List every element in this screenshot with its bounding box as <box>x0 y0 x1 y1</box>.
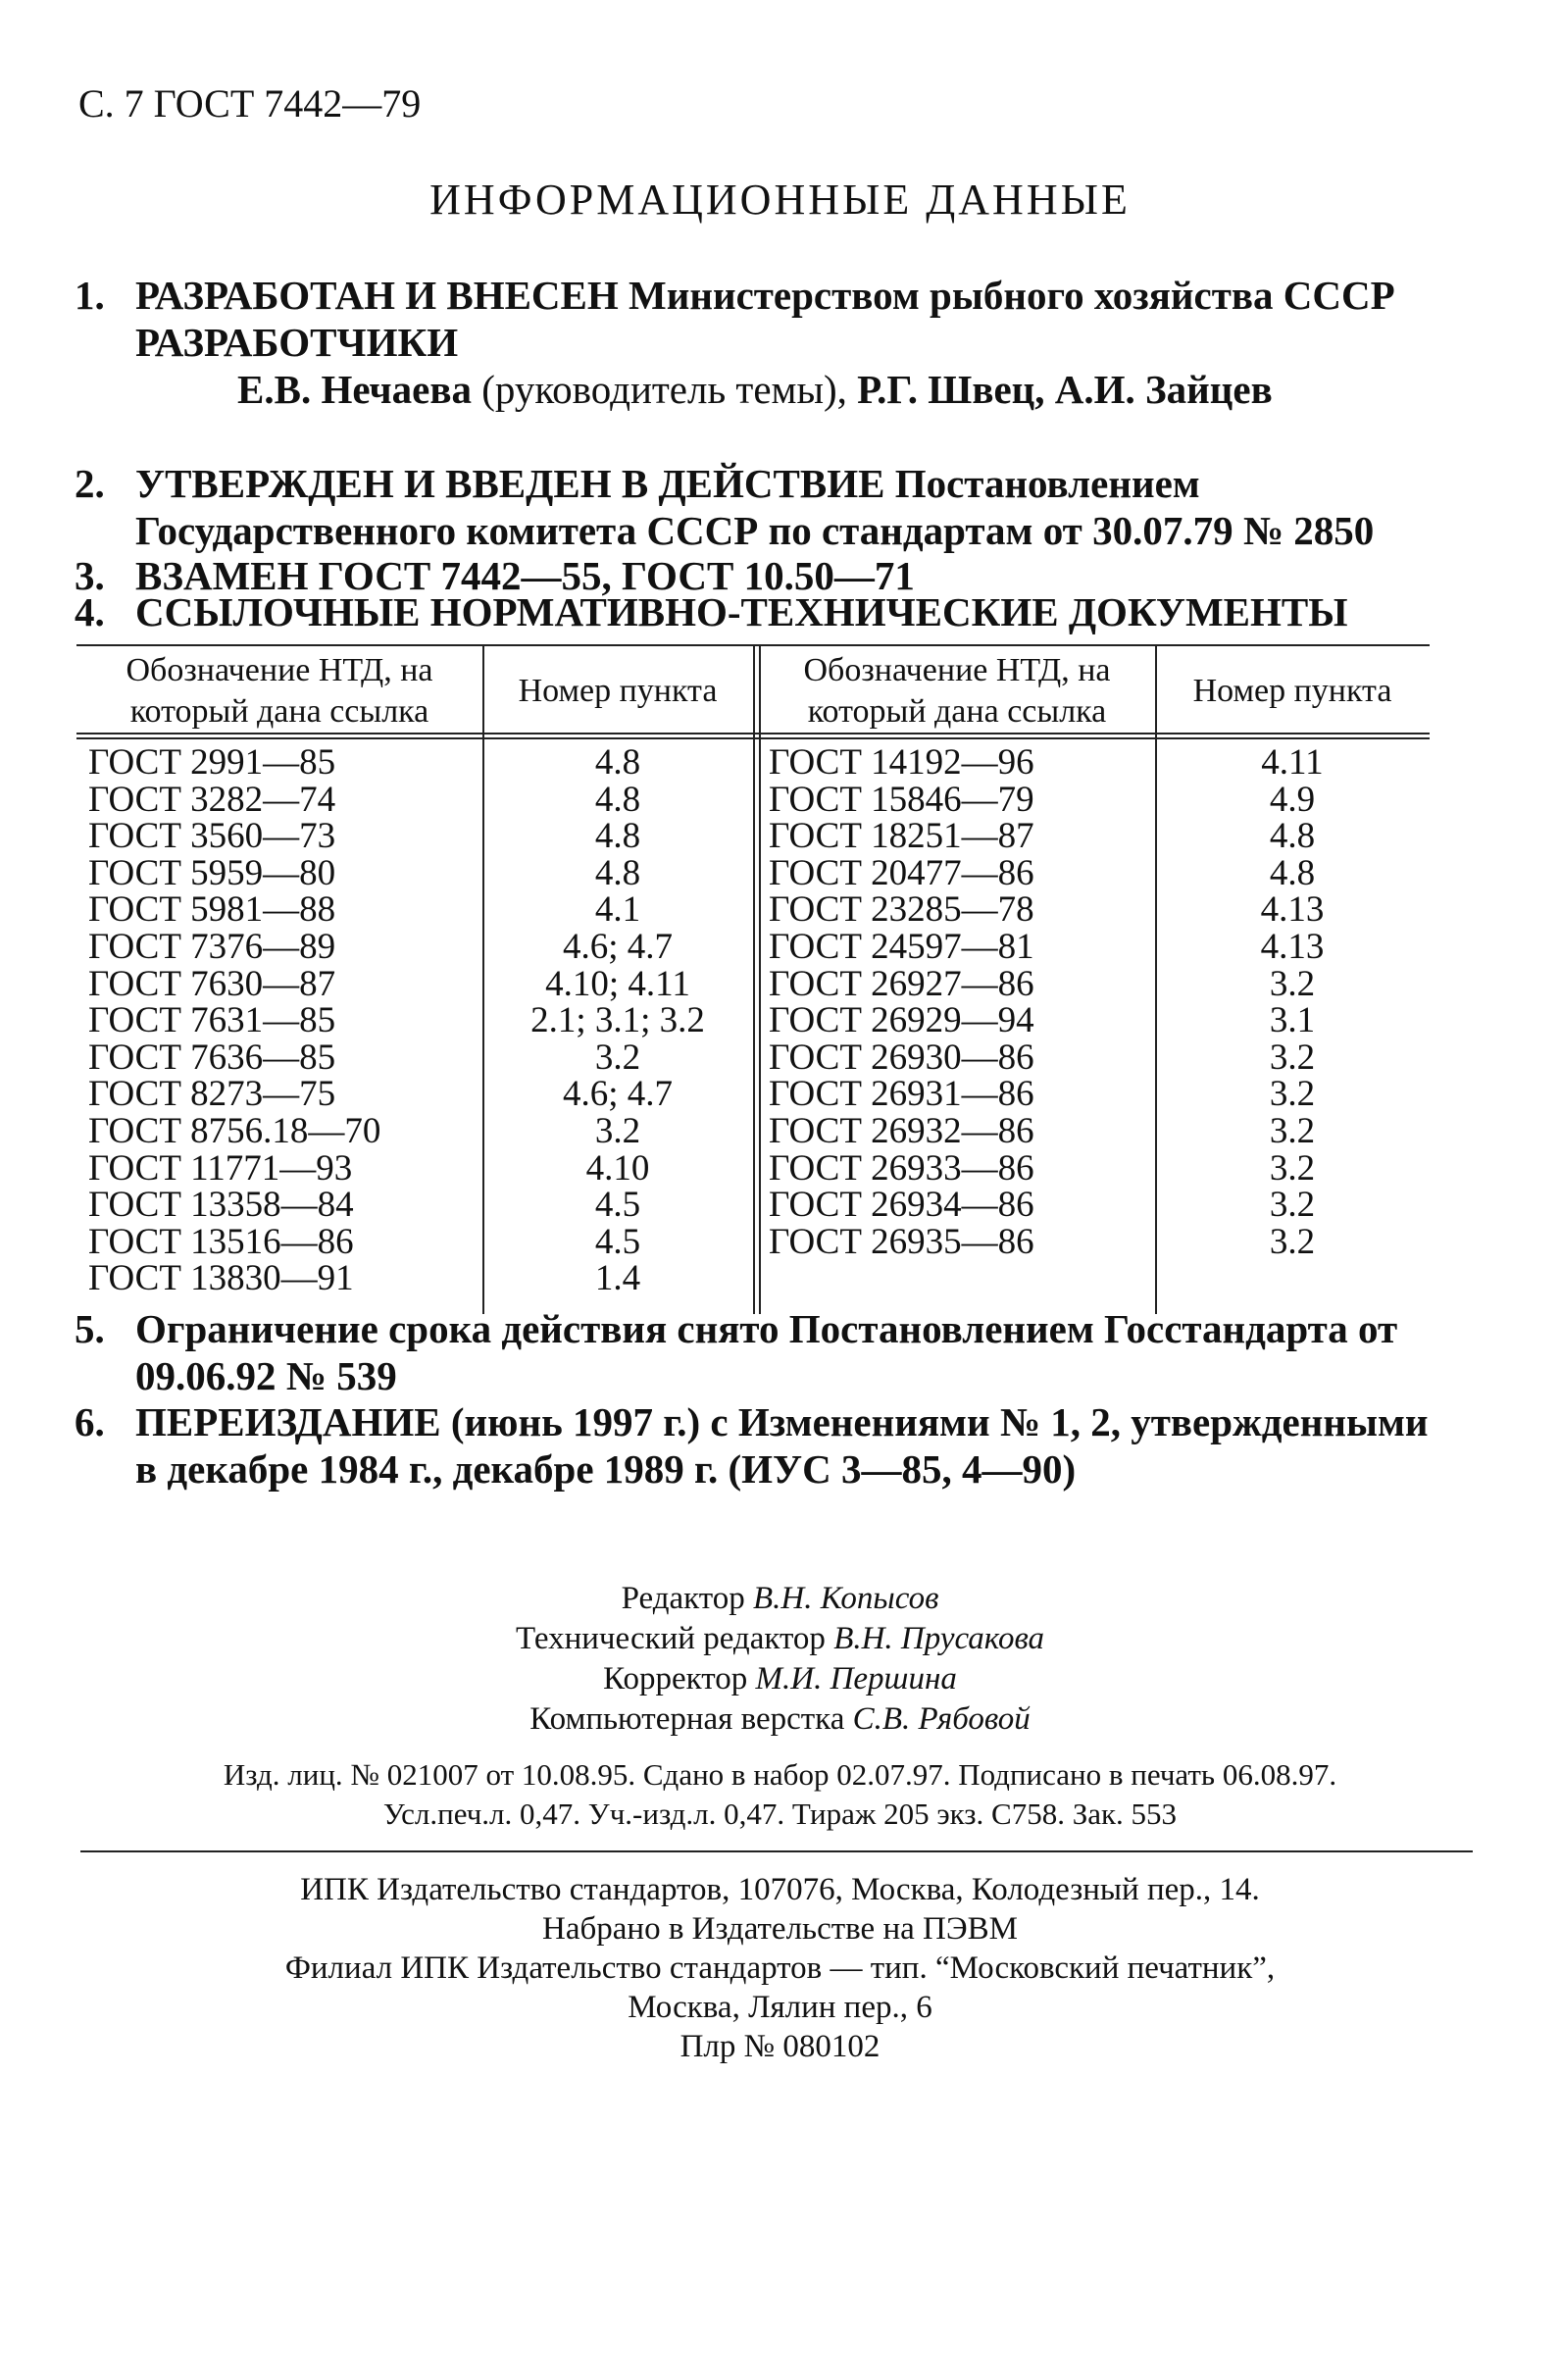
table-cell: 4.13 <box>1260 889 1325 931</box>
item-caption: ССЫЛОЧНЫЕ НОРМАТИВНО-ТЕХНИЧЕСКИЕ ДОКУМЕНТЫ <box>135 589 1348 634</box>
table-cell: ГОСТ 13358—84 <box>88 1185 354 1226</box>
table-cell: 1.4 <box>594 1258 641 1299</box>
table-cell: 4.9 <box>1269 779 1316 820</box>
table-cell: 4.10 <box>585 1147 650 1189</box>
table-cell: 3.2 <box>594 1110 641 1151</box>
credit-label: Компьютерная верстка <box>529 1701 853 1737</box>
item-number: 3. <box>75 553 105 598</box>
table-cell: 4.6; 4.7 <box>562 1074 674 1115</box>
table-cell: ГОСТ 8756.18—70 <box>88 1110 381 1151</box>
header-line: Обозначение НТД, на <box>803 652 1111 688</box>
credit-name: В.Н. Копысов <box>753 1581 939 1616</box>
credit-label: Технический редактор <box>515 1621 834 1656</box>
credit-label: Редактор <box>621 1581 753 1616</box>
credit-name: С.В. Рябовой <box>852 1701 1031 1737</box>
table-cell: 3.2 <box>1269 1147 1316 1189</box>
table-cell: ГОСТ 26929—94 <box>769 1000 1034 1041</box>
credit-tech-editor <box>0 1619 1560 1659</box>
table-cell: ГОСТ 11771—93 <box>88 1147 353 1189</box>
table-cell: ГОСТ 14192—96 <box>769 742 1034 783</box>
item-caption: ВЗАМЕН ГОСТ 7442—55, ГОСТ 10.50—71 <box>135 553 915 598</box>
info-item-2 <box>75 460 1447 554</box>
table-cell: ГОСТ 15846—79 <box>769 779 1034 820</box>
column-header-ntd-left <box>76 650 482 733</box>
left-points-column <box>482 744 753 1297</box>
table-cell: ГОСТ 24597—81 <box>769 926 1034 967</box>
table-cell: 3.2 <box>594 1037 641 1078</box>
info-item-5 <box>75 1305 1447 1399</box>
item-text: Министерством рыбного хозяйства СССР <box>618 273 1395 318</box>
publisher-line: Москва, Лялин пер., 6 <box>628 1990 932 2025</box>
table-cell: 2.1; 3.1; 3.2 <box>530 1000 705 1041</box>
developer-role: (руководитель темы), <box>471 367 858 412</box>
table-cell: 3.2 <box>1269 1110 1316 1151</box>
credit-corrector <box>0 1659 1560 1699</box>
table-cell: 4.8 <box>1269 816 1316 857</box>
item-caption: РАЗРАБОТАН И ВНЕСЕН <box>135 273 619 318</box>
table-cell: 4.8 <box>594 852 641 893</box>
developers-list <box>135 366 1447 413</box>
table-cell: ГОСТ 26934—86 <box>769 1185 1034 1226</box>
table-cell: ГОСТ 7376—89 <box>88 926 336 967</box>
table-cell: 4.8 <box>594 742 641 783</box>
table-cell: 4.5 <box>594 1185 641 1226</box>
credit-editor <box>0 1579 1560 1619</box>
table-cell: ГОСТ 7631—85 <box>88 1000 336 1041</box>
table-cell: ГОСТ 13516—86 <box>88 1221 354 1262</box>
left-docs-column <box>88 744 480 1297</box>
table-cell: ГОСТ 5959—80 <box>88 852 336 893</box>
right-docs-column <box>769 744 1161 1260</box>
credit-label: Корректор <box>603 1661 756 1696</box>
table-cell: ГОСТ 7636—85 <box>88 1037 336 1078</box>
table-cell: 3.2 <box>1269 1074 1316 1115</box>
item-number: 4. <box>75 589 105 634</box>
imprint-line: Усл.печ.л. 0,47. Уч.-изд.л. 0,47. Тираж 205 экз. С758. Зак. 553 <box>382 1797 1178 1831</box>
table-cell: 3.2 <box>1269 1185 1316 1226</box>
imprint-divider <box>80 1850 1473 1852</box>
table-cell: 4.13 <box>1260 926 1325 967</box>
item-text: Ограничение срока действия снято Постановлением Госстандарта от 09.06.92 № 539 <box>135 1306 1398 1398</box>
table-cell: ГОСТ 23285—78 <box>769 889 1034 931</box>
table-cell: ГОСТ 26930—86 <box>769 1037 1034 1078</box>
table-cell: ГОСТ 2991—85 <box>88 742 336 783</box>
item-number: 5. <box>75 1306 105 1351</box>
table-cell: ГОСТ 13830—91 <box>88 1258 354 1299</box>
table-cell: 4.8 <box>1269 852 1316 893</box>
table-cell: ГОСТ 7630—87 <box>88 963 336 1004</box>
reference-table <box>76 644 1430 1314</box>
table-cell: 3.2 <box>1269 1037 1316 1078</box>
table-cell: 4.10; 4.11 <box>545 963 690 1004</box>
publisher-line: Филиал ИПК Издательство стандартов — тип. “Московский печатник”, <box>284 1950 1276 1986</box>
page-title: ИНФОРМАЦИОННЫЕ ДАННЫЕ <box>429 176 1131 224</box>
table-cell: 3.1 <box>1269 1000 1316 1041</box>
column-header-ntd-right <box>759 650 1155 733</box>
credit-name: М.И. Першина <box>755 1661 957 1696</box>
developers-caption: РАЗРАБОТЧИКИ <box>135 320 459 365</box>
table-divider <box>753 644 755 1314</box>
table-cell: 3.2 <box>1269 963 1316 1004</box>
item-text: (июнь 1997 г.) с Изменениями № 1, 2, утвержденными в декабре 1984 г., декабре 1989 г. (ИУС 3—85, 4—90) <box>135 1399 1429 1492</box>
developer-lead: Е.В. Нечаева <box>237 367 472 412</box>
table-cell: 4.11 <box>1261 742 1324 783</box>
publisher-line: Плр № 080102 <box>679 2029 881 2064</box>
item-number: 1. <box>75 273 105 318</box>
column-header-point-right: Номер пункта <box>1192 673 1392 709</box>
item-number: 2. <box>75 461 105 506</box>
developer-others: Р.Г. Швец, А.И. Зайцев <box>857 367 1273 412</box>
item-number: 6. <box>75 1399 105 1444</box>
info-item-6 <box>75 1398 1447 1493</box>
header-line: который дана ссылка <box>129 693 429 730</box>
table-cell: ГОСТ 26931—86 <box>769 1074 1034 1115</box>
publisher-line: ИПК Издательство стандартов, 107076, Москва, Колодезный пер., 14. <box>300 1872 1260 1907</box>
table-cell: ГОСТ 18251—87 <box>769 816 1034 857</box>
item-caption: ПЕРЕИЗДАНИЕ <box>135 1399 441 1444</box>
table-cell: 4.5 <box>594 1221 641 1262</box>
table-cell: 4.8 <box>594 816 641 857</box>
table-cell: ГОСТ 5981—88 <box>88 889 336 931</box>
table-cell: 4.8 <box>594 779 641 820</box>
column-header-point-left: Номер пункта <box>518 673 718 709</box>
table-cell: ГОСТ 3282—74 <box>88 779 336 820</box>
table-cell: 3.2 <box>1269 1221 1316 1262</box>
credit-name: В.Н. Прусакова <box>833 1621 1045 1656</box>
table-cell: ГОСТ 26932—86 <box>769 1110 1034 1151</box>
info-item-1 <box>75 272 1447 413</box>
header-line: Обозначение НТД, на <box>126 652 433 688</box>
page-header: С. 7 ГОСТ 7442—79 <box>78 81 422 126</box>
table-cell: ГОСТ 26927—86 <box>769 963 1034 1004</box>
item-caption: УТВЕРЖДЕН И ВВЕДЕН В ДЕЙСТВИЕ <box>135 461 885 506</box>
item-text: Постановлением Государственного комитета СССР по стандартам от 30.07.79 № 2850 <box>135 461 1375 553</box>
publisher-line: Набрано в Издательстве на ПЭВМ <box>542 1911 1018 1947</box>
right-points-column <box>1155 744 1430 1260</box>
table-divider <box>759 644 761 1314</box>
credits-block <box>0 1579 1560 1740</box>
credit-layout <box>0 1699 1560 1740</box>
publisher-block <box>0 1870 1560 2066</box>
table-cell: ГОСТ 3560—73 <box>88 816 336 857</box>
table-cell: ГОСТ 26935—86 <box>769 1221 1034 1262</box>
table-cell: ГОСТ 26933—86 <box>769 1147 1034 1189</box>
table-cell: 4.1 <box>594 889 641 931</box>
table-cell: ГОСТ 20477—86 <box>769 852 1034 893</box>
imprint-line: Изд. лиц. № 021007 от 10.08.95. Сдано в набор 02.07.97. Подписано в печать 06.08.97. <box>223 1757 1337 1792</box>
imprint-block <box>0 1755 1560 1834</box>
table-cell: 4.6; 4.7 <box>562 926 674 967</box>
table-cell: ГОСТ 8273—75 <box>88 1074 336 1115</box>
header-line: который дана ссылка <box>807 693 1107 730</box>
info-item-4 <box>75 588 1447 635</box>
